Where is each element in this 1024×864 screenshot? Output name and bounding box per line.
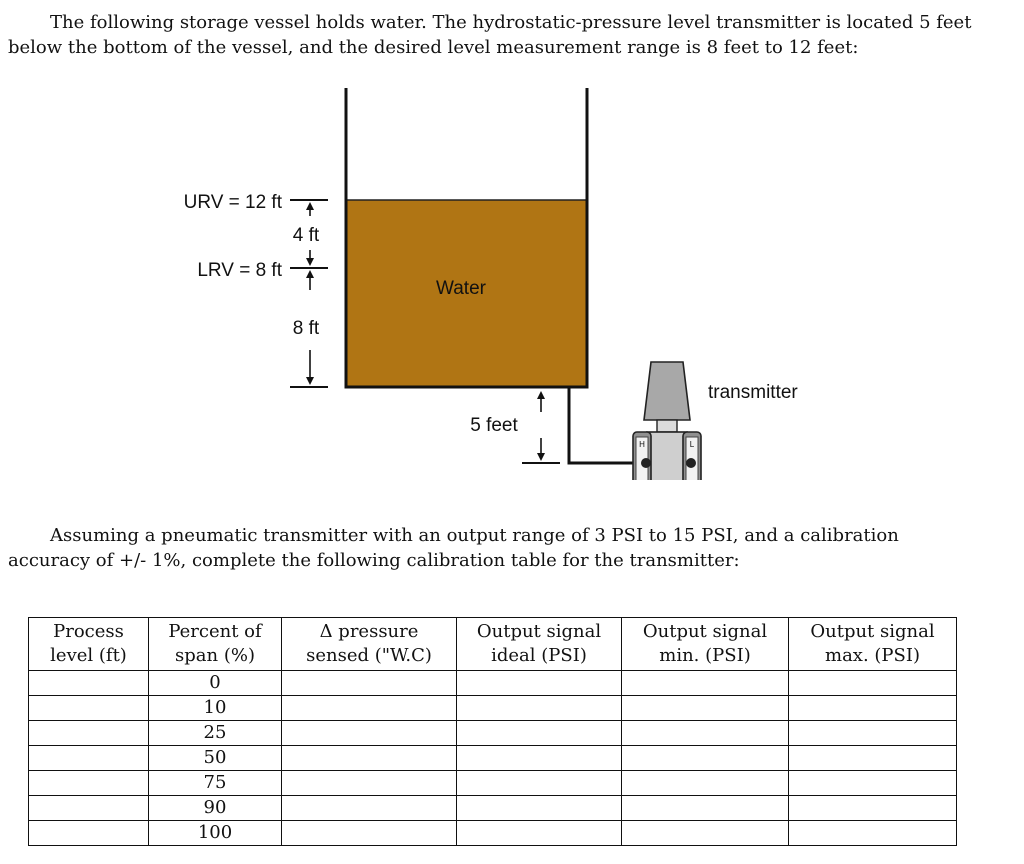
cell-output-ideal[interactable] xyxy=(457,796,622,821)
cell-output-max[interactable] xyxy=(789,821,957,846)
intro-paragraph: The following storage vessel holds water. The hydrostatic-pressure level transmitter is located 5 feet below the bottom of the vessel, and the desired level measurement range is 8 feet to 12 feet: xyxy=(8,12,972,58)
header-output-ideal: Output signal ideal (PSI) xyxy=(457,618,622,671)
cell-delta-pressure[interactable] xyxy=(282,721,457,746)
table-row xyxy=(29,796,957,821)
cell-process-level[interactable] xyxy=(29,821,149,846)
cell-output-max[interactable] xyxy=(789,746,957,771)
cell-process-level[interactable] xyxy=(29,696,149,721)
vessel-diagram xyxy=(0,80,1024,480)
port-high-label: H xyxy=(639,440,645,449)
cell-output-max[interactable] xyxy=(789,671,957,696)
span-arrowhead-down xyxy=(306,258,314,266)
cell-output-ideal[interactable] xyxy=(457,771,622,796)
table-row xyxy=(29,771,957,796)
cell-output-min[interactable] xyxy=(622,796,789,821)
cell-process-level[interactable] xyxy=(29,746,149,771)
lower-arrowhead-down xyxy=(306,377,314,385)
transmitter-icon xyxy=(633,362,701,480)
table-row xyxy=(29,746,957,771)
cell-output-ideal[interactable] xyxy=(457,671,622,696)
cell-percent-span: 10 xyxy=(149,696,282,721)
span-label: 4 ft xyxy=(292,225,320,246)
cell-delta-pressure[interactable] xyxy=(282,771,457,796)
cell-percent-span: 25 xyxy=(149,721,282,746)
cell-output-min[interactable] xyxy=(622,821,789,846)
cell-output-ideal[interactable] xyxy=(457,721,622,746)
cell-delta-pressure[interactable] xyxy=(282,821,457,846)
cell-output-ideal[interactable] xyxy=(457,746,622,771)
port-low-label: L xyxy=(689,440,695,449)
header-delta-pressure: Δ pressure sensed ("W.C) xyxy=(282,618,457,671)
cell-percent-span: 90 xyxy=(149,796,282,821)
lrv-label: LRV = 8 ft xyxy=(197,260,282,281)
cell-output-ideal[interactable] xyxy=(457,821,622,846)
header-process-level: Process level (ft) xyxy=(29,618,149,671)
cell-output-min[interactable] xyxy=(622,771,789,796)
urv-label: URV = 12 ft xyxy=(183,192,282,213)
cell-percent-span: 75 xyxy=(149,771,282,796)
transmitter-label: transmitter xyxy=(708,382,798,403)
span-arrowhead-up xyxy=(306,202,314,210)
cell-percent-span: 100 xyxy=(149,821,282,846)
cell-delta-pressure[interactable] xyxy=(282,671,457,696)
offset-bottom-arrowhead xyxy=(537,453,545,461)
cell-output-min[interactable] xyxy=(622,696,789,721)
table-row xyxy=(29,671,957,696)
cell-output-min[interactable] xyxy=(622,671,789,696)
offset-top-arrowhead xyxy=(537,391,545,399)
table-row xyxy=(29,721,957,746)
cell-output-min[interactable] xyxy=(622,721,789,746)
cell-delta-pressure[interactable] xyxy=(282,746,457,771)
cell-output-min[interactable] xyxy=(622,746,789,771)
calibration-table xyxy=(28,617,957,846)
header-output-min: Output signal min. (PSI) xyxy=(622,618,789,671)
cell-delta-pressure[interactable] xyxy=(282,796,457,821)
cell-output-max[interactable] xyxy=(789,771,957,796)
offset-label: 5 feet xyxy=(470,415,518,436)
cell-output-ideal[interactable] xyxy=(457,696,622,721)
header-output-max: Output signal max. (PSI) xyxy=(789,618,957,671)
lower-arrowhead-up xyxy=(306,270,314,278)
table-row xyxy=(29,821,957,846)
cell-delta-pressure[interactable] xyxy=(282,696,457,721)
cell-process-level[interactable] xyxy=(29,671,149,696)
cell-process-level[interactable] xyxy=(29,771,149,796)
cell-process-level[interactable] xyxy=(29,721,149,746)
question-paragraph: Assuming a pneumatic transmitter with an output range of 3 PSI to 15 PSI, and a calibration accuracy of +/- 1%, complete the following calibration table for the transmitter: xyxy=(8,525,899,571)
cell-output-max[interactable] xyxy=(789,796,957,821)
header-percent-span: Percent of span (%) xyxy=(149,618,282,671)
cell-process-level[interactable] xyxy=(29,796,149,821)
cell-percent-span: 0 xyxy=(149,671,282,696)
table-header-row xyxy=(29,618,957,671)
cell-percent-span: 50 xyxy=(149,746,282,771)
table-row xyxy=(29,696,957,721)
lower-span-label: 8 ft xyxy=(292,318,320,339)
cell-output-max[interactable] xyxy=(789,721,957,746)
water-label: Water xyxy=(436,278,486,299)
cell-output-max[interactable] xyxy=(789,696,957,721)
